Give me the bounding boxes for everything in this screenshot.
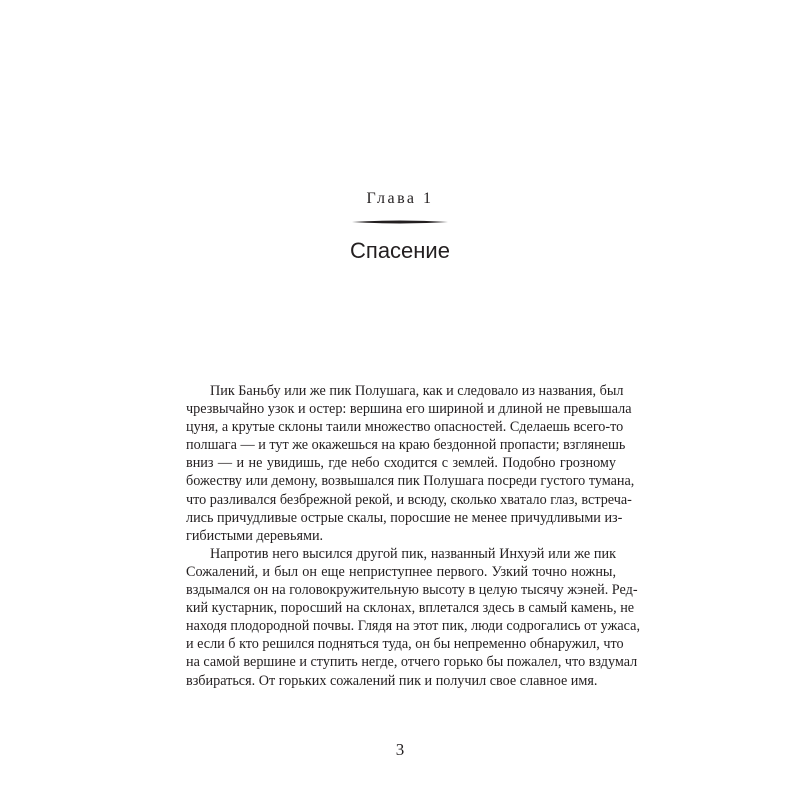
chapter-title: Спасение (350, 238, 450, 263)
body-text (186, 382, 640, 690)
text-line: чрезвычайно узок и остер: вершина его шириной и длиной не превышала (186, 401, 632, 418)
text-line: и если б кто решился подняться туда, он бы непременно обнаружил, что (186, 636, 624, 653)
text-line: цуня, а крутые склоны таили множество опасностей. Сделаешь всего-то (186, 419, 624, 436)
text-line: гибистыми деревьями. (186, 527, 324, 544)
page-number: 3 (395, 740, 405, 759)
text-line: вздымался он на головокружительную высоту в целую тысячу жэней. Ред- (186, 582, 638, 599)
text-line: полшага — и тут же окажешься на краю бездонной пропасти; взглянешь (186, 437, 626, 454)
text-line: находя плодородной почвы. Глядя на этот пик, люди содрогались от ужаса, (186, 618, 640, 635)
text-line: на самой вершине и ступить негде, отчего горько бы пожалел, что вздумал (186, 654, 638, 671)
text-line: Сожалений, и был он еще неприступнее первого. Узкий точно ножны, (186, 563, 616, 580)
text-line: взбираться. От горьких сожалений пик и получил свое славное имя. (186, 672, 598, 689)
text-line: божеству или демону, возвышался пик Полушага посреди густого тумана, (186, 473, 635, 490)
chapter-label: Глава 1 (366, 190, 434, 207)
text-line: кий кустарник, поросший на склонах, вплетался здесь в самый камень, не (186, 600, 635, 617)
text-line: лись причудливые острые скалы, поросшие не менее причудливыми из- (186, 509, 623, 526)
paragraph (186, 545, 640, 690)
text-line: Напротив него высился другой пик, названный Инхуэй или же пик (210, 545, 616, 562)
text-line: Пик Баньбу или же пик Полушага, как и следовало из названия, был (210, 383, 624, 399)
ornament-divider (350, 217, 450, 227)
paragraph (186, 382, 635, 545)
text-line: вниз — и не увидишь, где небо сходится с землей. Подобно грозному (186, 455, 616, 472)
text-line: что разливался безбрежной рекой, и всюду, сколько хватало глаз, встреча- (186, 491, 632, 508)
